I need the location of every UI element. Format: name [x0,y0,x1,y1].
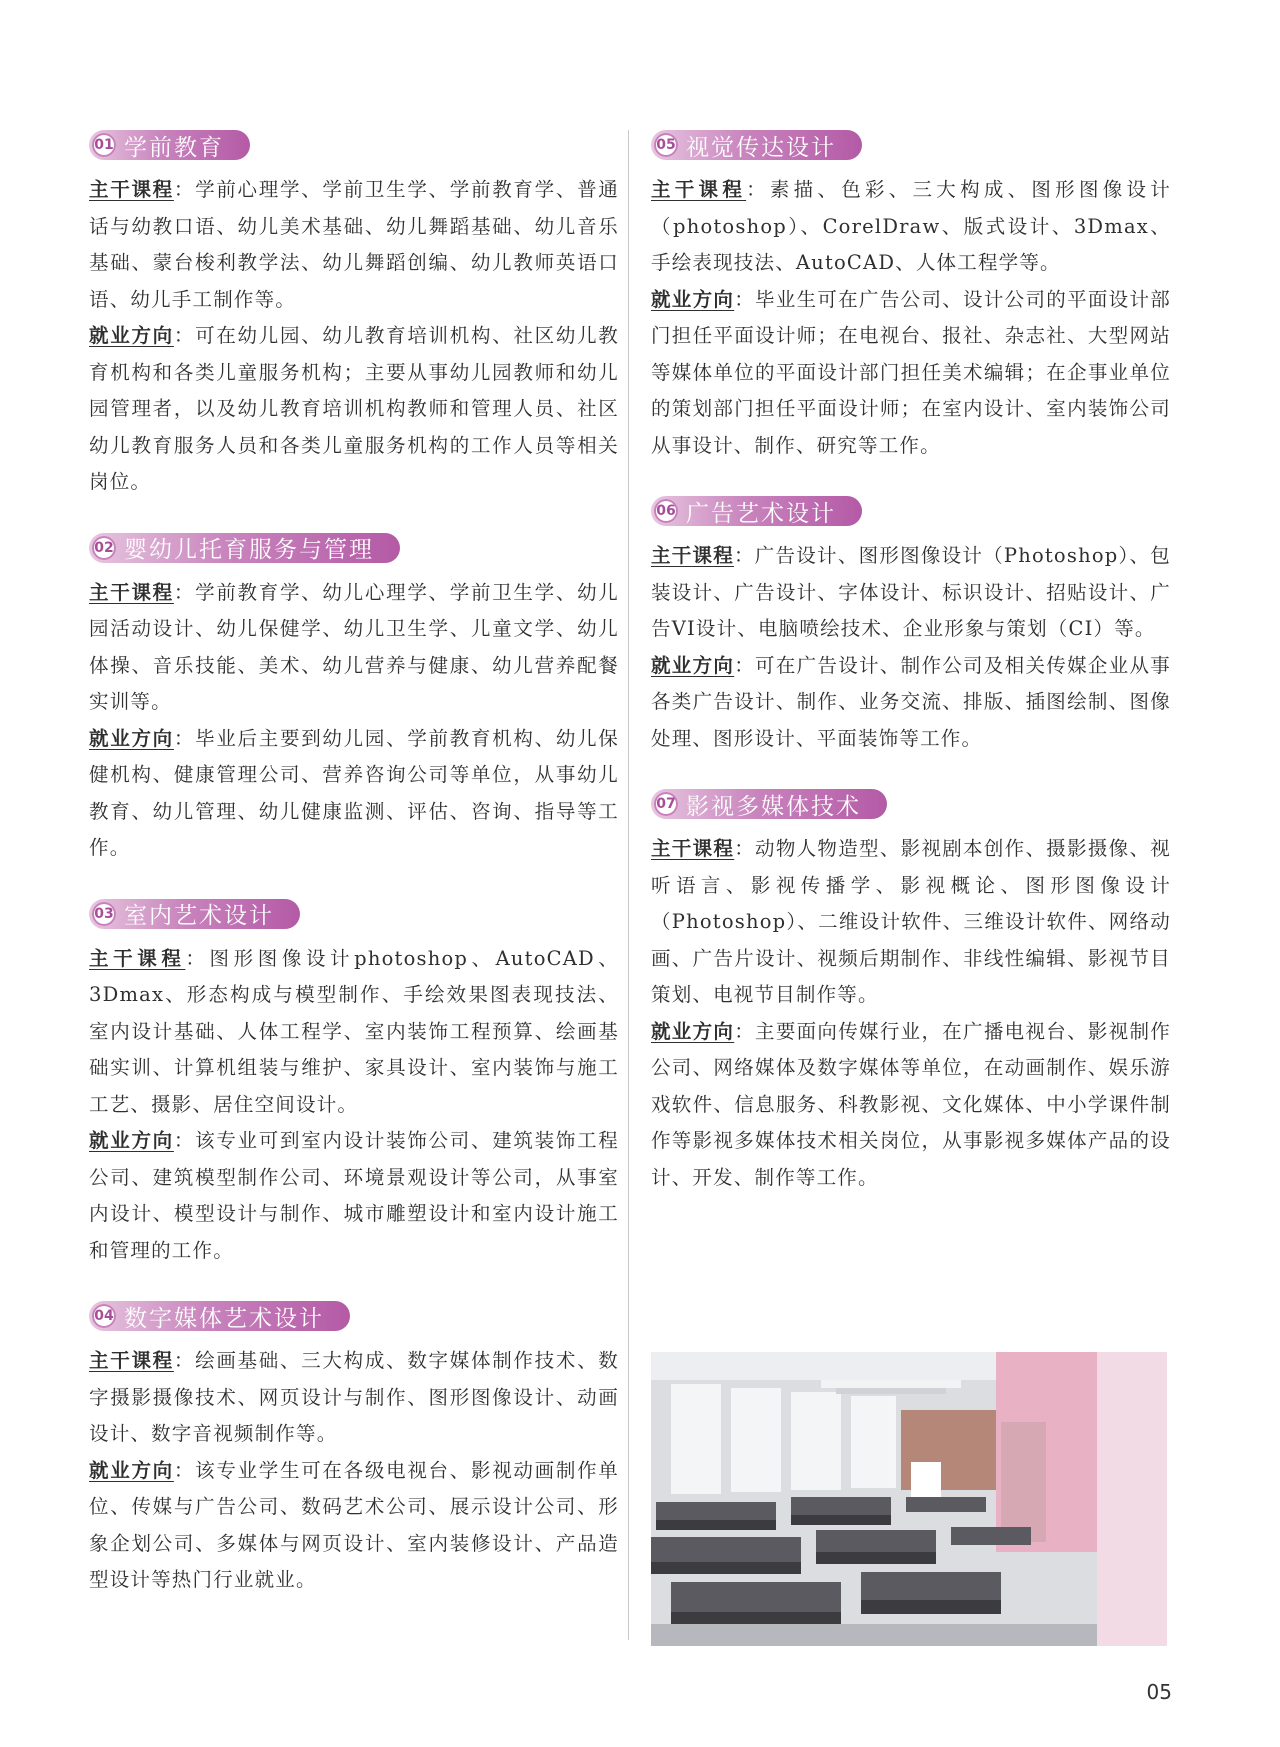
course-text: ：学前教育学、幼儿心理学、学前卫生学、幼儿园活动设计、幼儿保健学、幼儿卫生学、儿童文学、幼儿体操、音乐技能、美术、幼儿营养与健康、幼儿营养配餐实训等。 [89,580,619,713]
course-label: 主干课程 [89,946,186,970]
course-text: ：动物人物造型、影视剧本创作、摄影摄像、视听语言、影视传播学、影视概论、图形图像设计（Photoshop）、二维设计软件、三维设计软件、网络动画、广告片设计、视频后期制作、非线性编辑、影视节目策划、电视节目制作等。 [651,837,1171,1006]
career-label: 就业方向 [89,726,174,750]
right-column [651,130,1171,1228]
section-header [89,1301,350,1331]
course-paragraph [89,575,619,721]
course-label: 主干课程 [89,580,174,604]
career-paragraph [89,1123,619,1269]
career-label: 就业方向 [651,287,735,311]
section-number-badge: 02 [92,536,116,560]
course-text: ：绘画基础、三大构成、数字媒体制作技术、数字摄影摄像技术、网页设计与制作、图形图像设计、动画设计、数字音视频制作等。 [89,1349,619,1445]
career-label: 就业方向 [651,1019,735,1043]
course-label: 主干课程 [651,837,735,860]
course-paragraph [651,172,1171,282]
piano-classroom-illustration [651,1352,1097,1646]
career-paragraph [89,1453,619,1599]
section-number-badge: 04 [92,1304,116,1328]
section-interior-design [89,899,619,1270]
page-number: 05 [1146,1680,1172,1704]
career-paragraph [89,721,619,867]
career-label: 就业方向 [89,1129,174,1152]
career-text: ：可在幼儿园、幼儿教育培训机构、社区幼儿教育机构和各类儿童服务机构；主要从事幼儿园教师和幼儿园管理者，以及幼儿教育培训机构教师和管理人员、社区幼儿教育服务人员和各类儿童服务机构的工作人员等相关岗位。 [89,324,619,493]
career-label: 就业方向 [89,1458,174,1482]
section-title: 数字媒体艺术设计 [124,1305,324,1332]
course-label: 主干课程 [89,178,174,201]
section-number-badge: 06 [654,499,678,523]
career-text: ：毕业生可在广告公司、设计公司的平面设计部门担任平面设计师；在电视台、报社、杂志社、大型网站等媒体单位的平面设计部门担任美术编辑；在企事业单位的策划部门担任平面设计师；在室内设计、室内装饰公司从事设计、制作、研究等工作。 [651,287,1171,457]
course-paragraph [89,172,619,318]
photo-pink-panel [1095,1352,1167,1646]
career-paragraph [89,318,619,501]
section-header [89,130,250,160]
section-header [651,496,862,526]
course-paragraph [89,1343,619,1453]
section-title: 影视多媒体技术 [686,793,861,820]
section-number-badge: 03 [92,902,116,926]
career-label: 就业方向 [89,324,174,347]
classroom-photo-block [651,1352,1167,1646]
section-header [89,899,300,929]
course-paragraph [89,941,619,1124]
course-paragraph [651,831,1171,1014]
course-label: 主干课程 [651,544,735,567]
section-number-badge: 07 [654,792,678,816]
career-text: ：主要面向传媒行业，在广播电视台、影视制作公司、网络媒体及数字媒体等单位，在动画制作、娱乐游戏软件、信息服务、科教影视、文化媒体、中小学课件制作等影视多媒体技术相关岗位，从事影视多媒体产品的设计、开发、制作等工作。 [651,1019,1171,1189]
course-text: ：学前心理学、学前卫生学、学前教育学、普通话与幼教口语、幼儿美术基础、幼儿舞蹈基础、幼儿音乐基础、蒙台梭利教学法、幼儿舞蹈创编、幼儿教师英语口语、幼儿手工制作等。 [89,178,619,311]
course-label: 主干课程 [651,178,747,201]
section-header [651,789,887,819]
section-visual-communication [651,130,1171,464]
section-digital-media-art [89,1301,619,1599]
section-film-multimedia [651,789,1171,1196]
course-text: ：图形图像设计photoshop、AutoCAD、3Dmax、形态构成与模型制作、手绘效果图表现技法、室内设计基础、人体工程学、室内装饰工程预算、绘画基础实训、计算机组装与维护、家具设计、室内装饰与施工工艺、摄影、居住空间设计。 [89,946,619,1116]
piano-classroom-photo [651,1352,1097,1646]
course-label: 主干课程 [89,1349,174,1372]
course-text: ：素描、色彩、三大构成、图形图像设计（photoshop）、CorelDraw、版式设计、3Dmax、手绘表现技法、AutoCAD、人体工程学等。 [651,178,1171,274]
section-advertising-design [651,496,1171,757]
career-paragraph [651,1014,1171,1197]
left-column [89,130,619,1631]
career-text: ：毕业后主要到幼儿园、学前教育机构、幼儿保健机构、健康管理公司、营养咨询公司等单位，从事幼儿教育、幼儿管理、幼儿健康监测、评估、咨询、指导等工作。 [89,726,619,859]
section-title: 婴幼儿托育服务与管理 [124,537,374,563]
career-text: ：可在广告设计、制作公司及相关传媒企业从事各类广告设计、制作、业务交流、排版、插图绘制、图像处理、图形设计、平面装饰等工作。 [651,653,1171,750]
section-number-badge: 05 [654,133,678,157]
career-text: ：该专业可到室内设计装饰公司、建筑装饰工程公司、建筑模型制作公司、环境景观设计等公司，从事室内设计、模型设计与制作、城市雕塑设计和室内设计施工和管理的工作。 [89,1129,619,1262]
section-header [651,130,862,160]
section-title: 广告艺术设计 [686,500,836,527]
section-title: 学前教育 [124,134,224,161]
section-title: 视觉传达设计 [686,134,836,161]
section-preschool-education [89,130,619,501]
column-divider [628,130,629,1640]
career-paragraph [651,282,1171,465]
section-header [89,533,400,563]
career-paragraph [651,648,1171,758]
course-paragraph [651,538,1171,648]
section-infant-care [89,533,619,867]
section-number-badge: 01 [92,133,116,157]
career-text: ：该专业学生可在各级电视台、影视动画制作单位、传媒与广告公司、数码艺术公司、展示设计公司、形象企划公司、多媒体与网页设计、室内装修设计、产品造型设计等热门行业就业。 [89,1458,619,1591]
career-label: 就业方向 [651,653,735,677]
section-title: 室内艺术设计 [124,903,274,929]
course-text: ：广告设计、图形图像设计（Photoshop）、包装设计、广告设计、字体设计、标识设计、招贴设计、广告VI设计、电脑喷绘技术、企业形象与策划（CI）等。 [651,544,1171,640]
